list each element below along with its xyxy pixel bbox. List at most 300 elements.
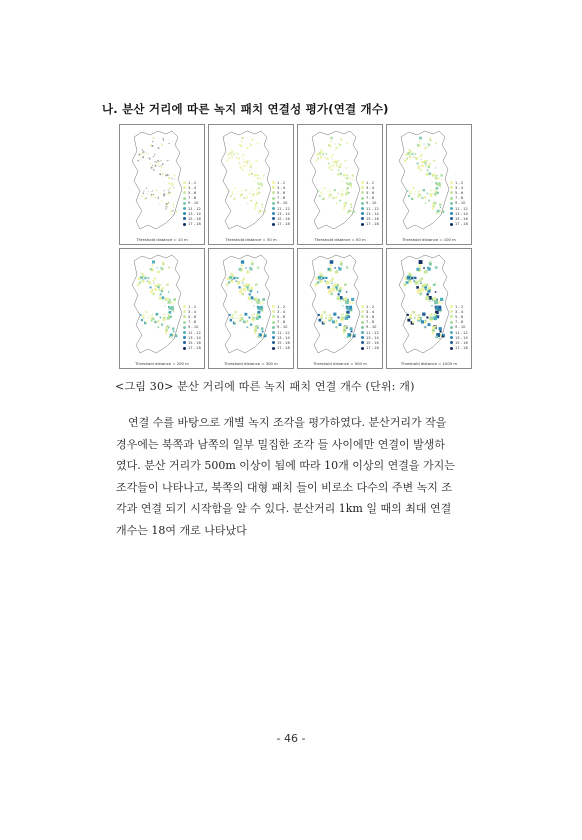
green-patch [226,160,228,162]
green-patch [251,138,252,139]
green-patch [257,143,258,144]
green-patch [257,177,259,179]
green-patch [169,307,172,310]
green-patch [168,291,169,292]
green-patch [253,190,254,191]
green-patch [166,284,168,286]
green-patch [344,203,346,205]
green-patch [421,197,423,199]
green-patch [324,197,326,199]
green-patch [330,190,331,191]
green-patch [428,144,430,146]
green-patch [159,328,160,329]
legend-label: 13 - 14 [188,211,201,216]
green-patch [162,173,164,175]
green-patch [244,197,246,199]
green-patch [158,147,159,148]
green-patch [143,279,144,280]
green-patch [142,280,143,281]
green-patch [349,178,351,180]
legend-swatch [183,223,186,226]
green-patch [165,305,166,306]
green-patch [257,291,258,292]
green-patch [421,161,423,163]
legend-label: 13 - 14 [455,335,468,340]
green-patch [335,197,337,199]
green-patch [429,177,430,178]
green-patch [337,284,339,286]
green-patch [234,154,235,155]
legend-swatch [450,186,453,189]
green-patch [243,288,246,291]
green-patch [243,159,244,160]
green-patch [247,164,248,165]
green-patch [256,160,257,161]
green-patch [162,296,165,299]
legend-entry [272,346,290,351]
green-patch [343,332,345,334]
green-patch [350,338,351,339]
green-patch [318,276,322,280]
green-patch [436,175,437,176]
green-patch [262,187,263,188]
green-patch [427,289,429,291]
green-patch [168,301,171,304]
green-patch [427,170,429,172]
green-patch [246,144,247,145]
green-patch [154,285,156,287]
green-patch [172,214,173,215]
green-patch [252,177,253,178]
green-patch [323,321,325,323]
green-patch [229,276,232,279]
green-patch [432,208,434,210]
green-patch [154,159,155,160]
green-patch [150,290,153,293]
legend-label: 9 - 10 [455,325,466,330]
green-patch [158,196,159,197]
green-patch [229,190,230,191]
green-patch [157,271,159,273]
green-patch [415,157,418,160]
legend-swatch [183,331,186,334]
green-patch [251,263,253,265]
map-panel [208,248,294,369]
green-patch [143,193,144,194]
green-patch [417,167,420,170]
green-patch [421,164,424,167]
green-patch [433,297,437,301]
green-patch [333,285,335,287]
legend-label: 3 - 4 [277,309,286,314]
green-patch [410,314,412,316]
green-patch [346,266,348,268]
green-patch [347,336,349,338]
legend-swatch [450,347,453,350]
green-patch [340,173,342,175]
green-patch [237,191,238,192]
green-patch [255,160,256,161]
legend-label: 13 - 14 [366,211,379,216]
green-patch [319,195,321,197]
green-patch [427,165,428,166]
green-patch [242,283,243,284]
green-patch [345,207,346,208]
green-patch [152,145,154,147]
green-patch [243,161,244,162]
green-patch [240,194,242,196]
legend-entry [183,222,201,227]
green-patch [154,321,157,324]
green-patch [162,263,164,265]
green-patch [427,293,429,295]
green-patch [169,311,172,314]
panel-title: Threshold distance = 50 m [314,237,366,242]
green-patch [242,156,243,157]
green-patch [428,200,430,202]
green-patch [150,318,152,320]
legend-swatch [361,191,364,194]
green-patch [148,277,150,279]
green-patch [261,184,263,186]
legend-label: 5 - 6 [366,190,375,195]
green-patch [336,288,338,290]
legend-label: 5 - 6 [277,314,286,319]
paragraph-line: 연결 수를 바탕으로 개별 녹지 조각을 평가하였다. 분산거리가 작을 [128,416,447,429]
green-patch [171,178,172,179]
green-patch [335,144,336,145]
legend-label: 3 - 4 [366,309,375,314]
legend-label: 9 - 10 [366,201,377,206]
green-patch [173,298,176,301]
green-patch [236,157,237,158]
green-patch [425,320,427,322]
legend-swatch [272,331,275,334]
green-patch [247,320,248,321]
green-patch [262,331,264,333]
green-patch [150,145,152,147]
green-patch [256,193,258,195]
green-patch [330,280,332,282]
green-patch [344,284,346,286]
green-patch [409,192,411,194]
green-patch [237,315,238,316]
green-patch [423,267,425,269]
green-patch [166,175,167,176]
green-patch [338,165,339,166]
green-patch [337,161,338,162]
green-patch [255,203,257,205]
green-patch [237,281,240,284]
green-patch [154,278,156,280]
green-patch [316,153,318,155]
green-patch [426,284,428,286]
threshold-map-figure [119,124,471,370]
figure-caption: <그림 30> 분산 거리에 따른 녹지 패치 연결 개수 (단위: 개) [115,380,415,393]
green-patch [425,296,429,300]
green-patch [427,267,430,270]
green-patch [421,320,424,323]
green-patch [410,190,412,192]
legend-swatch [361,202,364,205]
legend-label: 17 - 18 [277,346,290,351]
green-patch [256,317,259,320]
legend-label: 5 - 6 [277,190,286,195]
green-patch [165,327,168,330]
green-patch [436,336,439,339]
legend-label: 17 - 18 [366,346,379,351]
green-patch [427,193,429,195]
legend-swatch [272,341,275,344]
green-patch [260,178,261,179]
legend-label: 5 - 6 [188,190,197,195]
green-patch [419,260,423,264]
green-patch [352,175,354,177]
green-patch [255,284,257,286]
legend-swatch [450,331,453,334]
green-patch [346,177,348,179]
map-legend [361,180,379,227]
green-patch [142,273,144,275]
green-patch [426,166,427,167]
green-patch [164,190,165,191]
green-patch [257,267,259,269]
green-patch [430,316,434,320]
green-patch [441,179,442,180]
green-patch [440,298,443,301]
green-patch [261,338,262,339]
green-patch [342,190,343,191]
green-patch [231,316,233,318]
green-patch [345,174,347,176]
legend-swatch [272,212,275,215]
green-patch [169,192,171,194]
legend-swatch [183,207,186,210]
green-patch [345,313,347,315]
green-patch [415,191,416,192]
green-patch [421,277,424,280]
green-patch [141,153,143,155]
green-patch [425,196,426,197]
green-patch [250,323,252,325]
green-patch [414,157,415,158]
green-patch [347,175,348,176]
green-patch [432,181,433,182]
green-patch [165,208,166,209]
green-patch [265,334,267,336]
green-patch [414,193,415,194]
green-patch [248,148,249,149]
legend-label: 7 - 8 [455,320,464,325]
green-patch [440,207,441,208]
green-patch [334,267,335,268]
green-patch [345,193,347,195]
green-patch [147,194,148,195]
green-patch [244,165,246,167]
green-patch [143,314,145,316]
green-patch [320,316,323,319]
green-patch [236,277,238,279]
boundary-outline [399,131,449,229]
green-patch [433,284,435,286]
green-patch [319,280,320,281]
green-patch [342,305,343,306]
green-patch [161,144,163,146]
green-patch [325,193,326,194]
green-patch [168,313,170,315]
legend-label: 9 - 10 [277,201,288,206]
legend-swatch [272,347,275,350]
green-patch [156,286,158,288]
panel-title: Threshold distance = 1000 m [400,361,458,366]
map-legend [272,304,290,351]
green-patch [153,156,154,157]
legend-label: 13 - 14 [455,211,468,216]
green-patch [346,189,347,190]
green-patch [173,187,174,188]
green-patch [161,166,163,168]
green-patch [174,303,175,304]
legend-label: 1 - 2 [455,304,464,309]
green-patch [330,314,332,316]
green-patch [326,191,327,192]
legend-label: 1 - 2 [366,180,375,185]
green-patch [253,314,254,315]
legend-label: 9 - 10 [455,201,466,206]
green-patch [241,190,242,191]
green-patch [319,273,322,276]
green-patch [163,138,164,139]
green-patch [153,283,154,284]
green-patch [335,160,337,162]
green-patch [339,268,342,271]
green-patch [258,299,260,301]
legend-swatch [272,181,275,184]
green-patch [251,301,252,302]
green-patch [139,158,140,159]
green-patch [329,194,331,196]
legend-swatch [361,310,364,313]
green-patch [174,175,176,177]
legend-label: 1 - 2 [277,304,286,309]
legend-swatch [272,207,275,210]
legend-label: 5 - 6 [366,314,375,319]
green-patch [250,144,252,146]
green-patch [152,261,155,264]
green-patch [176,334,178,336]
green-patch [245,162,246,163]
green-patch [417,163,419,165]
legend-swatch [183,181,186,184]
green-patch [143,152,144,153]
green-patch [352,302,354,304]
green-patch [324,276,325,277]
green-patch [420,194,422,196]
green-patch [346,291,347,292]
green-patch [241,314,243,316]
green-patch [138,277,141,280]
green-patch [157,144,158,145]
green-patch [330,137,332,139]
green-patch [319,153,321,155]
green-patch [410,155,411,156]
green-patch [145,154,146,155]
legend-label: 3 - 4 [455,185,464,190]
green-patch [168,168,169,169]
legend-swatch [272,202,275,205]
green-patch [150,163,151,164]
green-patch [151,194,152,195]
green-patch [430,193,432,195]
green-patch [423,189,425,191]
green-patch [336,164,337,165]
green-patch [248,327,249,328]
green-patch [426,173,429,176]
green-patch [259,210,261,212]
green-patch [249,317,251,319]
green-patch [336,320,337,321]
green-patch [160,294,162,296]
green-patch [417,317,420,320]
paragraph-line: 각과 연결 되기 시작함을 알 수 있다. 분산거리 1km 일 때의 최대 연결 [116,502,452,515]
legend-label: 7 - 8 [188,320,197,325]
green-patch [412,197,414,199]
legend-label: 15 - 16 [455,216,468,221]
green-patch [419,165,421,167]
green-patch [173,207,174,208]
green-patch [154,161,155,162]
green-patch [433,174,436,177]
green-patch [249,165,250,166]
map-panel [119,124,205,245]
green-patch [159,284,161,286]
paragraph-line: 조각들이 나타나고, 북쪽의 대형 패치 들이 비로소 다수의 주변 녹지 조 [116,480,452,494]
green-patch [254,208,255,209]
green-patch [340,163,342,165]
green-patch [230,273,232,275]
green-patch [346,306,349,309]
legend-swatch [450,341,453,344]
green-patch [228,158,230,160]
green-patch [439,327,442,330]
green-patch [328,268,331,271]
green-patch [339,160,340,161]
legend-label: 11 - 12 [277,206,290,211]
green-patch [332,161,333,162]
legend-label: 3 - 4 [366,185,375,190]
green-patch [166,161,167,162]
green-patch [425,164,426,165]
green-patch [326,315,327,316]
legend-swatch [361,212,364,215]
green-patch [323,311,325,313]
legend-label: 15 - 16 [277,216,290,221]
green-patch [433,316,437,320]
green-patch [160,161,161,162]
legend-entry [272,222,290,227]
legend-label: 9 - 10 [366,325,377,330]
green-patch [429,163,431,165]
green-patch [240,191,241,192]
green-patch [237,153,238,154]
green-patch [343,182,344,183]
green-patch [152,165,153,166]
map-panel [208,124,294,245]
green-patch [430,139,432,141]
green-patch [142,150,143,151]
green-patch [261,210,262,211]
green-patch [414,277,416,279]
